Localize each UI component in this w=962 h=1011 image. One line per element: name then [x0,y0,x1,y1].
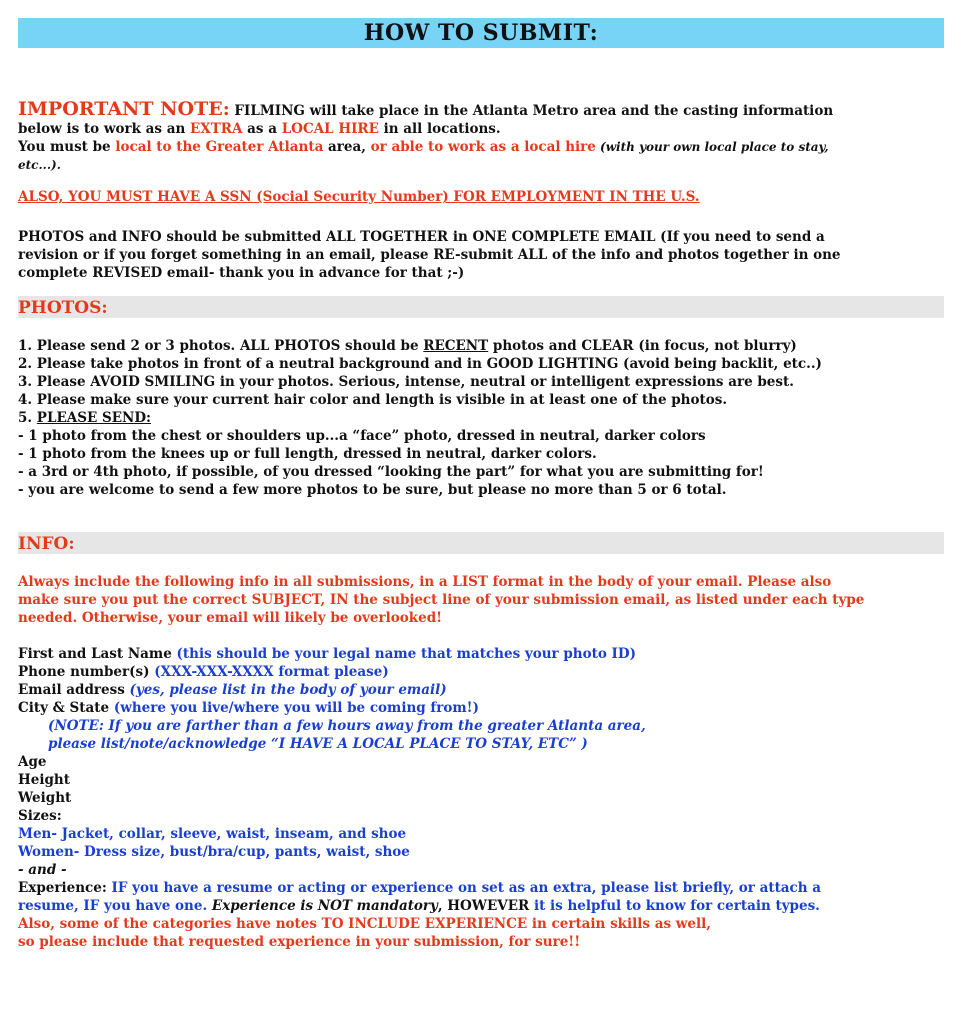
photos-section-bar [18,296,944,318]
recent-text: RECENT [423,338,489,354]
info-heading: INFO: [18,534,75,554]
important-line3-a: You must be [18,139,116,155]
info-weight: Weight [18,790,72,806]
info-section-bar [18,532,944,554]
info-also-2: so please include that requested experience in your submission, for sure!! [18,934,581,950]
please-send-label: PLEASE SEND: [36,410,152,426]
info-and: - and - [18,862,67,878]
info-men-sizes: Men- Jacket, collar, sleeve, waist, inseam, and shoe [18,826,407,842]
together-line1: PHOTOS and INFO should be submitted ALL TOGETHER in ONE COMPLETE EMAIL (If you need to send a [18,229,825,245]
together-note [18,228,944,282]
important-line3-b: area, [323,139,371,155]
photos-item-3: 3. Please AVOID SMILING in your photos. Serious, intense, neutral or intelligent expressions are best. [18,374,794,390]
photos-sub-2: - 1 photo from the knees up or full length, dressed in neutral, darker colors. [18,446,597,462]
photos-item-5: 5. PLEASE SEND: [18,410,152,426]
info-list [18,645,944,951]
info-city: City & State (where you live/where you will be coming from!) [18,700,479,716]
extra-text: EXTRA [189,121,243,137]
important-line2-c: in all locations. [378,121,501,137]
together-line2: revision or if you forget something in an email, please RE-submit ALL of the info and photos together in one [18,247,841,263]
info-age: Age [18,754,47,770]
important-label: IMPORTANT NOTE: [18,98,230,120]
ssn-note: ALSO, YOU MUST HAVE A SSN (Social Security Number) FOR EMPLOYMENT IN THE U.S. [18,189,700,205]
info-city-note-1: (NOTE: If you are farther than a few hours away from the greater Atlanta area, [48,718,646,734]
info-height: Height [18,772,70,788]
info-phone: Phone number(s) (XXX-XXX-XXXX format please) [18,664,389,680]
photos-item-4: 4. Please make sure your current hair color and length is visible in at least one of the photos. [18,392,728,408]
info-intro [18,573,944,627]
photos-item-1: 1. Please send 2 or 3 photos. ALL PHOTOS should be RECENT photos and CLEAR (in focus, not blurry) [18,338,797,354]
important-line2-b: as a [242,121,282,137]
info-sizes: Sizes: [18,808,62,824]
photos-sub-4: - you are welcome to send a few more photos to be sure, but please no more than 5 or 6 total. [18,482,727,498]
important-note [18,100,944,174]
info-experience: Experience: IF you have a resume or acting or experience on set as an extra, please list briefly, or attach a [18,880,822,896]
local-hire-text: LOCAL HIRE [281,121,379,137]
photos-sub-1: - 1 photo from the chest or shoulders up...a “face” photo, dressed in neutral, darker colors [18,428,706,444]
page-title: HOW TO SUBMIT: [363,20,599,46]
info-experience-2: resume, IF you have one. Experience is NOT mandatory, HOWEVER it is helpful to know for certain types. [18,898,820,914]
photos-sub-3: - a 3rd or 4th photo, if possible, of you dressed “looking the part” for what you are submitting for! [18,464,764,480]
important-line1: FILMING will take place in the Atlanta Metro area and the casting information [229,103,834,119]
document-page [18,18,944,951]
together-line3: complete REVISED email- thank you in advance for that ;-) [18,265,465,281]
info-city-note-2: please list/note/acknowledge “I HAVE A LOCAL PLACE TO STAY, ETC” ) [48,736,588,752]
info-intro-1: Always include the following info in all submissions, in a LIST format in the body of your email. Please also [18,574,832,590]
info-name: First and Last Name (this should be your legal name that matches your photo ID) [18,646,636,662]
local-atlanta-text: local to the Greater Atlanta [115,139,324,155]
important-line2-a: below is to work as an [18,121,190,137]
photos-list [18,337,944,499]
photos-heading: PHOTOS: [18,298,108,318]
able-local-text: or able to work as a local hire [370,139,596,155]
local-place-note: (with your own local place to stay, [595,140,829,154]
not-mandatory-text: Experience is NOT mandatory [211,898,438,914]
local-place-note-end: etc...). [18,158,61,172]
info-email: Email address (yes, please list in the body of your email) [18,682,447,698]
info-intro-2: make sure you put the correct SUBJECT, IN the subject line of your submission email, as listed under each type [18,592,865,608]
photos-item-2: 2. Please take photos in front of a neutral background and in GOOD LIGHTING (avoid being backlit, etc..) [18,356,822,372]
info-also-1: Also, some of the categories have notes TO INCLUDE EXPERIENCE in certain skills as well, [18,916,711,932]
title-banner [18,18,944,48]
info-intro-3: needed. Otherwise, your email will likely be overlooked! [18,610,443,626]
info-women-sizes: Women- Dress size, bust/bra/cup, pants, waist, shoe [18,844,410,860]
